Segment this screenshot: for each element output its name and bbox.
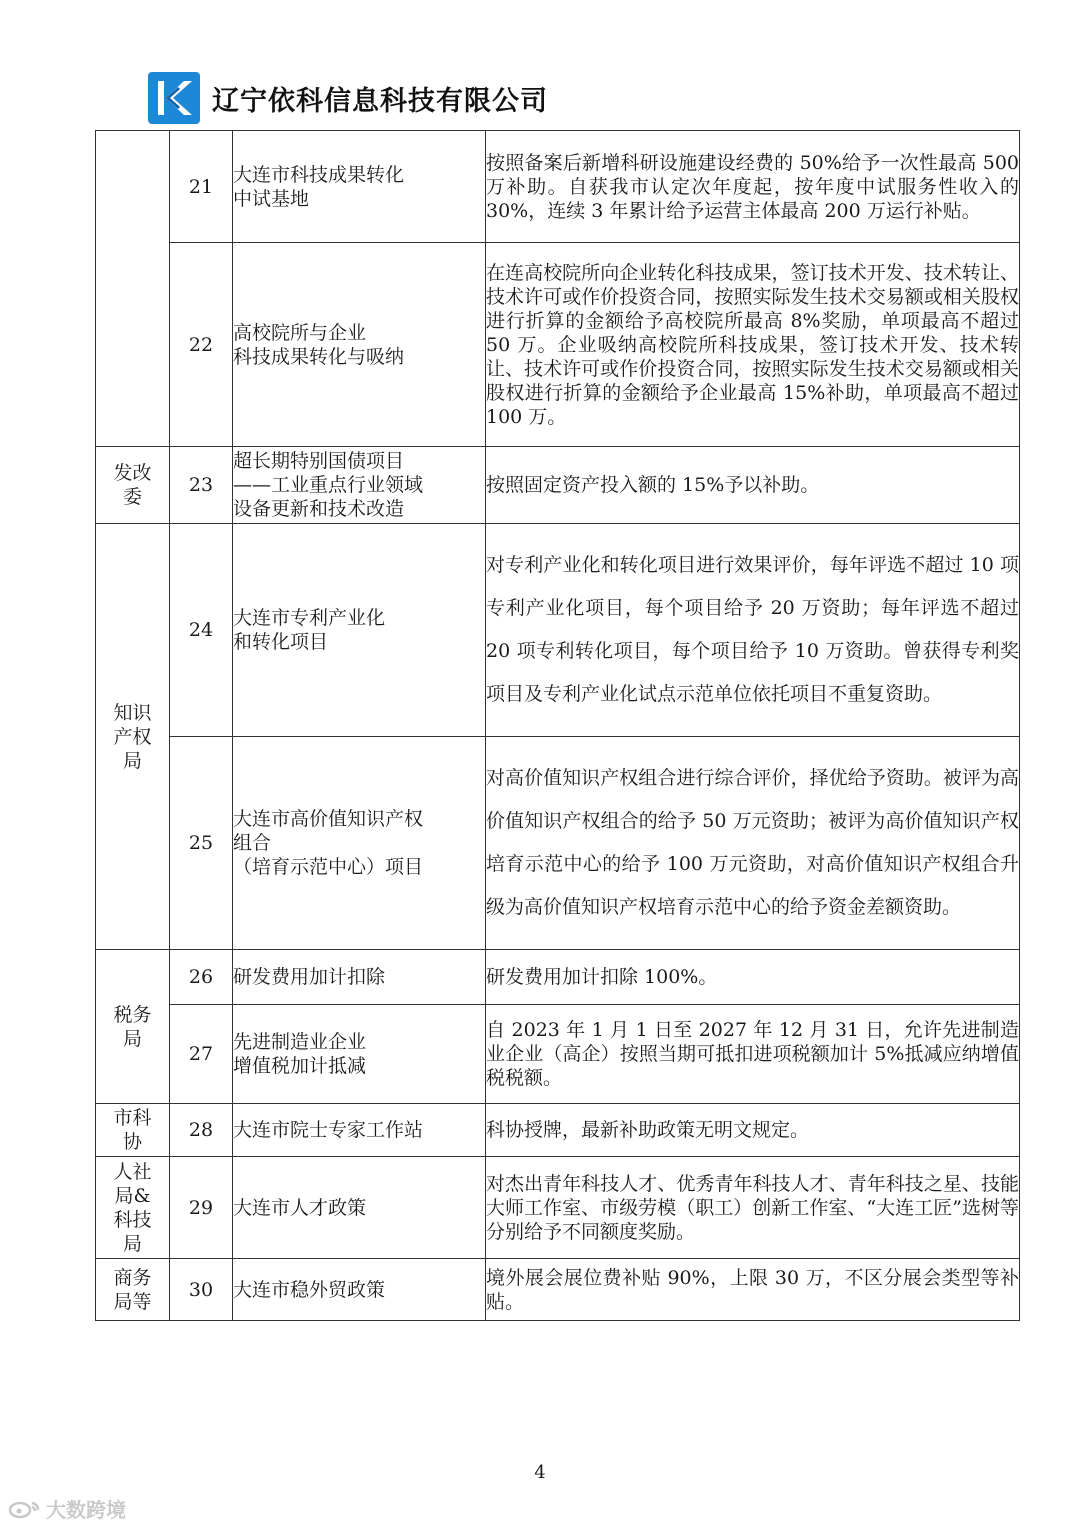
dept-cell: 人社 局& 科技 局 [96, 1157, 170, 1259]
dept-cell: 税务 局 [96, 950, 170, 1104]
policy-name: 大连市人才政策 [233, 1157, 486, 1259]
watermark-text: 大数跨境 [46, 1498, 126, 1522]
policy-description: 在连高校院所向企业转化科技成果，签订技术开发、技术转让、技术许可或作价投资合同，按照实际发生技术交易额或相关股权进行折算的金额给予高校院所最高 8%奖励，单项最高不超过 50 万。企业吸纳高校院所科技成果，签订技术开发、技术转让、技术许可或作价投资合同，按照实际发生技术交易额或相关股权进行折算的金额给予企业最高 15%补助，单项最高不超过 100 万。 [486, 243, 1020, 447]
policy-table [95, 130, 1020, 1321]
table-row [96, 1259, 1020, 1321]
policy-name: 超长期特别国债项目 ——工业重点行业领域 设备更新和技术改造 [233, 447, 486, 524]
policy-name: 高校院所与企业 科技成果转化与吸纳 [233, 243, 486, 447]
row-number: 21 [170, 131, 233, 243]
row-number: 23 [170, 447, 233, 524]
policy-description: 对杰出青年科技人才、优秀青年科技人才、青年科技之星、技能大师工作室、市级劳模（职工）创新工作室、“大连工匠”选树等分别给予不同额度奖励。 [486, 1157, 1020, 1259]
policy-name: 大连市院士专家工作站 [233, 1104, 486, 1157]
policy-description: 对高价值知识产权组合进行综合评价，择优给予资助。被评为高价值知识产权组合的给予 50 万元资助；被评为高价值知识产权培育示范中心的给予 100 万元资助，对高价值知识产权组合升级为高价值知识产权培育示范中心的给予资金差额资助。 [486, 737, 1020, 950]
table-row [96, 447, 1020, 524]
table-row [96, 524, 1020, 737]
policy-name: 大连市稳外贸政策 [233, 1259, 486, 1321]
policy-description: 自 2023 年 1 月 1 日至 2027 年 12 月 31 日，允许先进制造业企业（高企）按照当期可抵扣进项税额加计 5%抵减应纳增值税税额。 [486, 1005, 1020, 1104]
policy-description: 按照备案后新增科研设施建设经费的 50%给予一次性最高 500 万补助。自获我市认定次年度起，按年度中试服务性收入的 30%，连续 3 年累计给予运营主体最高 200 万运行补贴。 [486, 131, 1020, 243]
policy-name: 大连市专利产业化 和转化项目 [233, 524, 486, 737]
dept-cell: 市科 协 [96, 1104, 170, 1157]
dept-cell: 商务 局等 [96, 1259, 170, 1321]
table-row [96, 131, 1020, 243]
dept-cell-blank [96, 131, 170, 447]
dept-cell: 发改 委 [96, 447, 170, 524]
policy-name: 大连市高价值知识产权 组合 （培育示范中心）项目 [233, 737, 486, 950]
row-number: 24 [170, 524, 233, 737]
table-row [96, 1157, 1020, 1259]
policy-description: 对专利产业化和转化项目进行效果评价，每年评选不超过 10 项专利产业化项目，每个项目给予 20 万资助；每年评选不超过 20 项专利转化项目，每个项目给予 10 万资助。曾获得专利奖项目及专利产业化试点示范单位依托项目不重复资助。 [486, 524, 1020, 737]
policy-name: 先进制造业企业 增值税加计抵减 [233, 1005, 486, 1104]
policy-name: 大连市科技成果转化 中试基地 [233, 131, 486, 243]
weibo-like-icon [8, 1499, 42, 1519]
page-number: 4 [534, 1462, 546, 1483]
page-header [148, 72, 548, 124]
policy-description: 按照固定资产投入额的 15%予以补助。 [486, 447, 1020, 524]
dept-cell: 知识 产权 局 [96, 524, 170, 950]
row-number: 30 [170, 1259, 233, 1321]
row-number: 27 [170, 1005, 233, 1104]
row-number: 25 [170, 737, 233, 950]
table-row [96, 950, 1020, 1005]
table-row [96, 1104, 1020, 1157]
policy-description: 境外展会展位费补贴 90%，上限 30 万，不区分展会类型等补贴。 [486, 1259, 1020, 1321]
table-row [96, 1005, 1020, 1104]
watermark [8, 1494, 126, 1523]
policy-name: 研发费用加计扣除 [233, 950, 486, 1005]
policy-description: 研发费用加计扣除 100%。 [486, 950, 1020, 1005]
k-logo-icon [148, 72, 200, 124]
row-number: 26 [170, 950, 233, 1005]
table-row [96, 737, 1020, 950]
row-number: 28 [170, 1104, 233, 1157]
policy-description: 科协授牌，最新补助政策无明文规定。 [486, 1104, 1020, 1157]
row-number: 22 [170, 243, 233, 447]
table-row [96, 243, 1020, 447]
company-name: 辽宁依科信息科技有限公司 [212, 85, 548, 117]
row-number: 29 [170, 1157, 233, 1259]
